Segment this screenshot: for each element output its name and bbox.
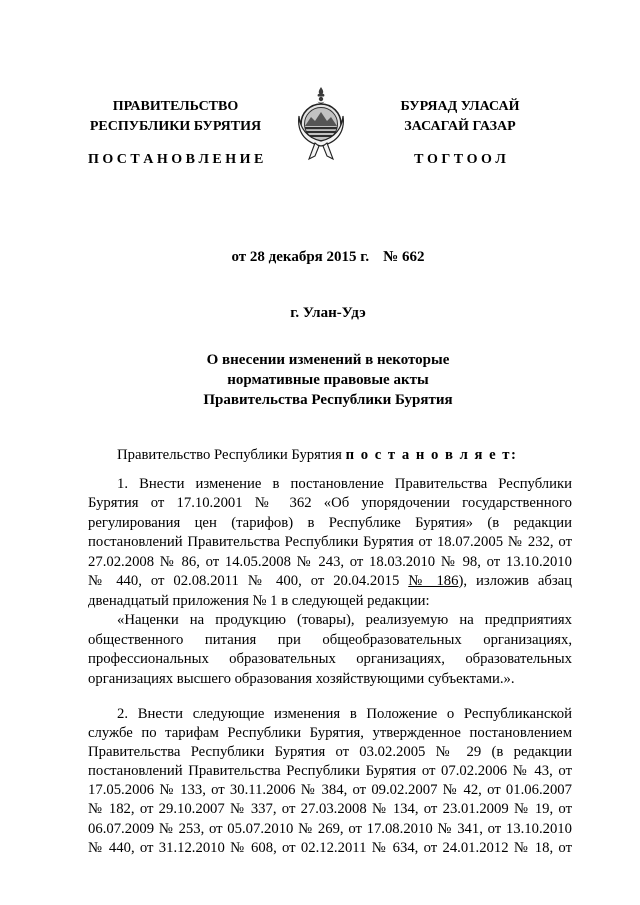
- emblem-soyombo: [318, 87, 325, 104]
- title-line: Правительства Республики Бурятия: [203, 392, 453, 408]
- paragraph-line: 17.05.2006 № 133, от 30.11.2006 № 384, от 09.02.2007 № 42, от 01.06.2007: [88, 782, 572, 799]
- header-left-doc-type: П О С Т А Н О В Л Е Н И Е: [88, 152, 264, 167]
- paragraph-line: службе по тарифам Республики Бурятия, утвержденное постановлением: [88, 724, 572, 741]
- decree-number: № 662: [383, 249, 425, 265]
- header-right-line1: БУРЯАД УЛАСАЙ: [400, 99, 520, 114]
- paragraph-2: [88, 705, 572, 859]
- coat-of-arms-icon: [293, 86, 349, 162]
- underlined-reference: № 186: [408, 573, 459, 590]
- document-title: [80, 350, 576, 410]
- header-right-doc-type: Т О Г Т О О Л: [414, 152, 506, 167]
- header-left-authority: [88, 97, 263, 137]
- title-line: О внесении изменений в некоторые: [206, 352, 450, 368]
- preamble-verb: п о с т а н о в л я е т:: [345, 446, 518, 463]
- title-line: нормативные правовые акты: [227, 372, 429, 388]
- quote-line: общественного питания при общеобразовательных организациях,: [88, 631, 572, 648]
- paragraph-line: двенадцатый приложения № 1 в следующей редакции:: [88, 592, 430, 609]
- paragraph-line: Бурятия от 17.10.2001 № 362 «Об упорядочении государственного: [88, 495, 572, 512]
- paragraph-line: постановлений Правительства Республики Бурятия от 07.02.2006 № 43, от: [88, 763, 572, 780]
- paragraph-line: 2. Внести следующие изменения в Положение о Республиканской: [117, 705, 572, 722]
- header-right-authority: [385, 97, 535, 137]
- paragraph-line: регулирования цен (тарифов) в Республике Бурятия» (в редакции: [88, 514, 572, 531]
- paragraph-line: 27.02.2008 № 86, от 14.05.2008 № 243, от 18.03.2010 № 98, от 13.10.2010: [88, 553, 572, 570]
- paragraph-1: [88, 475, 572, 690]
- header-left-line1: ПРАВИТЕЛЬСТВО: [112, 99, 239, 114]
- header-left-line2: РЕСПУБЛИКИ БУРЯТИЯ: [89, 119, 262, 134]
- paragraph-line: постановлений Правительства Республики Бурятия от 18.07.2005 № 232, от: [88, 534, 572, 551]
- decree-city: г. Улан-Удэ: [290, 305, 366, 321]
- paragraph-line: № 182, от 29.10.2007 № 337, от 27.03.2008 № 134, от 23.01.2009 № 19, от: [88, 801, 572, 818]
- preamble: [88, 446, 572, 466]
- quote-line: профессиональных образовательных организациях, образовательных: [88, 651, 572, 668]
- decree-date: от 28 декабря 2015 г.: [231, 249, 370, 265]
- quote-line: организациях высшего образования хозяйствующими субъектами.».: [88, 670, 515, 687]
- decree-date-line: [80, 247, 576, 267]
- preamble-line: [88, 446, 572, 466]
- paragraph-line: № 440, от 31.12.2010 № 608, от 02.12.2011 № 634, от 24.01.2012 № 18, от: [88, 839, 572, 856]
- line-text-after-reference: ), изложив абзац: [458, 573, 573, 590]
- paragraph-line: 06.07.2009 № 253, от 05.07.2010 № 269, от 17.08.2010 № 341, от 13.10.2010: [88, 820, 572, 837]
- quote-line: «Наценки на продукцию (товары), реализуемую на предприятиях: [117, 612, 572, 629]
- paragraph-line: Правительства Республики Бурятия от 03.02.2005 № 29 (в редакции: [88, 743, 572, 760]
- preamble-text: Правительство Республики Бурятия: [117, 446, 342, 463]
- line-text-before-reference: № 440, от 02.08.2011 № 400, от 20.04.2015: [88, 573, 400, 590]
- paragraph-line: [88, 572, 572, 592]
- header-right-line2: ЗАСАГАЙ ГАЗАР: [404, 119, 516, 134]
- paragraph-line: 1. Внести изменение в постановление Правительства Республики: [117, 475, 572, 492]
